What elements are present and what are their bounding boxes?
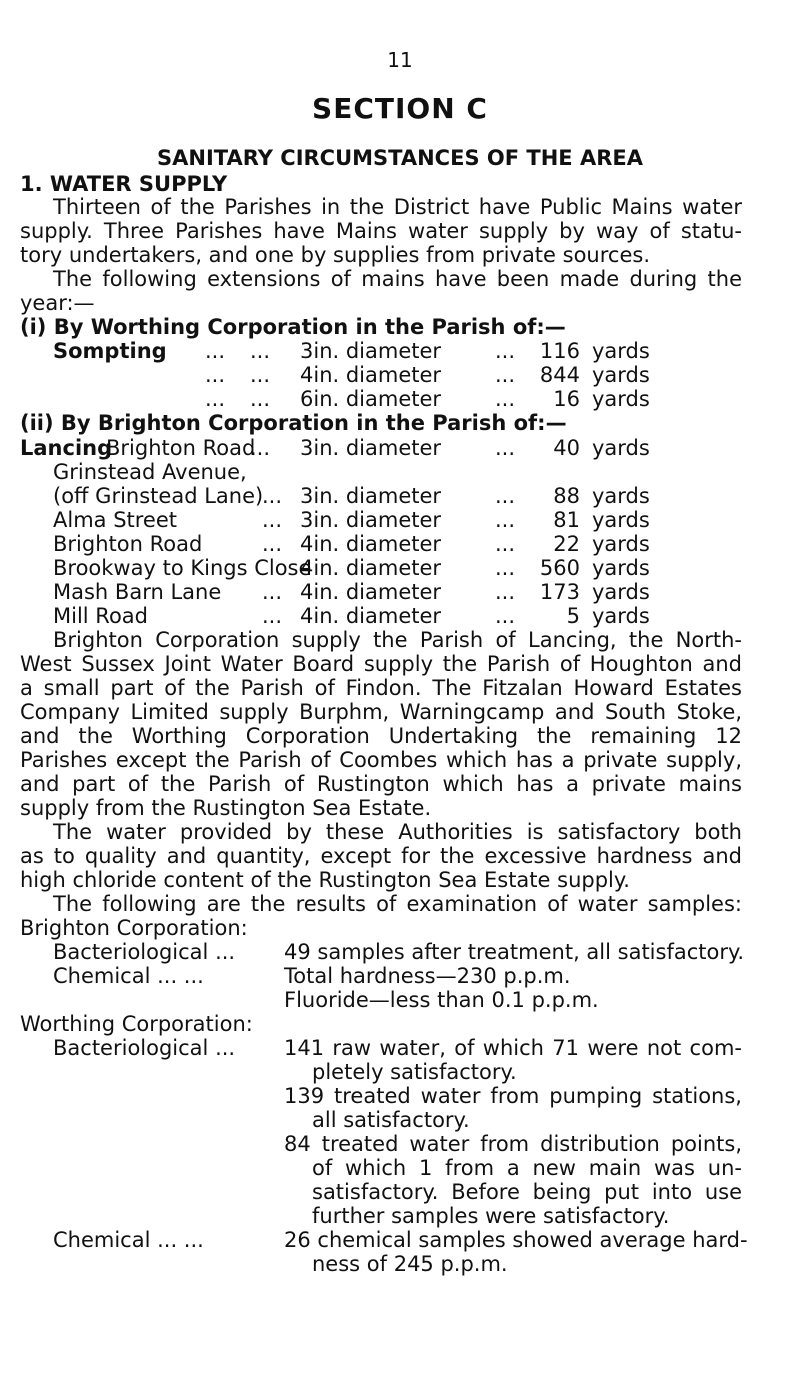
section-subheading: SANITARY CIRCUMSTANCES OF THE AREA	[157, 146, 643, 170]
leader-dots: ...	[495, 508, 516, 532]
table-row	[0, 436, 800, 460]
worthing-bact-results	[284, 1084, 742, 1108]
leader-dots: ...	[495, 556, 516, 580]
quality-paragraph	[53, 820, 742, 844]
location: (off Grinstead Lane)	[53, 484, 264, 508]
supply-paragraph-cont	[20, 652, 742, 820]
supply-line: and the Worthing Corporation Undertaking the remaining 12	[20, 724, 742, 748]
table-row	[0, 556, 800, 580]
table-row	[0, 508, 800, 532]
leader-dots: ...	[495, 339, 516, 363]
result-line: ness of 245 p.p.m.	[312, 1252, 508, 1276]
length-value: 173	[539, 580, 580, 604]
length-unit: yards	[592, 484, 650, 508]
pipe-size: 6in. diameter	[300, 387, 442, 411]
extensions-line: The following extensions of mains have been made during the	[53, 267, 742, 291]
table-row	[0, 339, 800, 363]
leader-dots: ...	[262, 484, 283, 508]
leader-dots: ...	[495, 604, 516, 628]
worthing-bact-results	[312, 1156, 742, 1228]
result-line: all satisfactory.	[312, 1108, 470, 1132]
length-unit: yards	[592, 339, 650, 363]
leader-dots: ...	[495, 387, 516, 411]
table-row	[0, 604, 800, 628]
result-line: satisfactory. Before being put into use	[312, 1180, 742, 1204]
pipe-size: 3in. diameter	[300, 508, 442, 532]
length-value: 40	[553, 436, 580, 460]
leader-dots: ...	[495, 436, 516, 460]
leader-dots: ...	[250, 387, 271, 411]
pipe-size: 3in. diameter	[300, 436, 442, 460]
worthing-bact-results	[284, 1132, 742, 1156]
pipe-size: 3in. diameter	[300, 484, 442, 508]
bacteriological-result: 49 samples after treatment, all satisfactory.	[284, 940, 745, 964]
worthing-chem-results	[284, 1228, 748, 1252]
result-line: 139 treated water from pumping stations,	[284, 1084, 742, 1108]
pipe-size: 4in. diameter	[300, 532, 442, 556]
location: Mash Barn Lane	[53, 580, 222, 604]
table-row	[0, 580, 800, 604]
supply-line: supply from the Rustington Sea Estate.	[20, 796, 432, 820]
intro-paragraph	[53, 195, 742, 219]
result-line: 141 raw water, of which 71 were not com-	[284, 1036, 742, 1060]
table-row	[0, 484, 800, 508]
intro-line: tory undertakers, and one by supplies from private sources.	[20, 243, 650, 267]
result-line: pletely satisfactory.	[312, 1060, 517, 1084]
length-unit: yards	[592, 580, 650, 604]
supply-paragraph	[53, 628, 742, 652]
result-line: of which 1 from a new main was un-	[312, 1156, 742, 1180]
extensions-paragraph	[53, 267, 742, 291]
leader-dots: ...	[250, 363, 271, 387]
brighton-heading: (ii) By Brighton Corporation in the Parish of:—	[20, 411, 567, 435]
location: Brighton Road	[106, 436, 256, 460]
length-value: 22	[553, 532, 580, 556]
water-supply-heading: 1. WATER SUPPLY	[20, 172, 228, 196]
length-value: 16	[553, 387, 580, 411]
brighton-corp-label: Brighton Corporation:	[20, 916, 248, 940]
intro-line: Thirteen of the Parishes in the District have Public Mains water	[53, 195, 742, 219]
leader-dots: ...	[250, 339, 271, 363]
chemical-label: Chemical ... ...	[53, 964, 204, 988]
result-line: 26 chemical samples showed average hard-	[284, 1228, 748, 1252]
chemical-label: Chemical ... ...	[53, 1228, 204, 1252]
length-unit: yards	[592, 363, 650, 387]
supply-line: and part of the Parish of Rustington which has a private mains	[20, 772, 742, 796]
results-line: The following are the results of examination of water samples:	[53, 892, 742, 916]
length-value: 88	[553, 484, 580, 508]
leader-dots: ...	[495, 532, 516, 556]
length-value: 5	[566, 604, 580, 628]
quality-line: high chloride content of the Rustington Sea Estate supply.	[20, 868, 630, 892]
leader-dots: ...	[205, 339, 226, 363]
location: Alma Street	[53, 508, 178, 532]
length-value: 844	[539, 363, 580, 387]
chemical-result: Total hardness—230 p.p.m.	[284, 964, 571, 988]
bacteriological-label: Bacteriological ...	[53, 1036, 236, 1060]
intro-paragraph-cont	[20, 219, 742, 267]
worthing-corp-label: Worthing Corporation:	[20, 1012, 253, 1036]
leader-dots: ...	[262, 508, 283, 532]
pipe-size: 4in. diameter	[300, 604, 442, 628]
quality-line: The water provided by these Authorities is satisfactory both	[53, 820, 742, 844]
table-row	[0, 460, 800, 484]
length-unit: yards	[592, 556, 650, 580]
worthing-bact-results	[284, 1036, 742, 1060]
leader-dots: ...	[262, 580, 283, 604]
brighton-parish: Lancing	[20, 436, 113, 460]
length-unit: yards	[592, 604, 650, 628]
result-line: further samples were satisfactory.	[312, 1204, 670, 1228]
length-unit: yards	[592, 436, 650, 460]
length-unit: yards	[592, 532, 650, 556]
length-unit: yards	[592, 508, 650, 532]
worthing-heading: (i) By Worthing Corporation in the Parish of:—	[20, 315, 566, 339]
leader-dots: ...	[250, 436, 271, 460]
supply-line: Brighton Corporation supply the Parish of Lancing, the North-	[53, 628, 742, 652]
leader-dots: ...	[262, 604, 283, 628]
pipe-size: 4in. diameter	[300, 556, 442, 580]
pipe-size: 3in. diameter	[300, 339, 442, 363]
supply-line: Company Limited supply Burphm, Warningcamp and South Stoke,	[20, 700, 742, 724]
leader-dots: ...	[262, 532, 283, 556]
location: Brookway to Kings Close	[53, 556, 312, 580]
supply-line: Parishes except the Parish of Coombes which has a private supply,	[20, 748, 742, 772]
extensions-line-year: year:—	[20, 291, 95, 315]
location: Mill Road	[53, 604, 148, 628]
leader-dots: ...	[205, 363, 226, 387]
quality-paragraph-cont	[20, 844, 742, 892]
leader-dots: ...	[495, 484, 516, 508]
results-paragraph	[53, 892, 742, 916]
leader-dots: ...	[495, 580, 516, 604]
location: Brighton Road	[53, 532, 203, 556]
supply-line: West Sussex Joint Water Board supply the Parish of Houghton and	[20, 652, 742, 676]
intro-line: supply. Three Parishes have Mains water supply by way of statu-	[20, 219, 742, 243]
leader-dots: ...	[205, 387, 226, 411]
length-value: 81	[553, 508, 580, 532]
pipe-size: 4in. diameter	[300, 363, 442, 387]
leader-dots: ...	[495, 363, 516, 387]
length-value: 560	[539, 556, 580, 580]
quality-line: as to quality and quantity, except for the excessive hardness and	[20, 844, 742, 868]
length-value: 116	[539, 339, 580, 363]
table-row	[0, 532, 800, 556]
section-heading: SECTION C	[312, 92, 488, 125]
table-row	[0, 387, 800, 411]
table-row	[0, 363, 800, 387]
chemical-result: Fluoride—less than 0.1 p.p.m.	[284, 988, 599, 1012]
pipe-size: 4in. diameter	[300, 580, 442, 604]
location: Grinstead Avenue,	[53, 460, 247, 484]
worthing-location: Sompting	[53, 339, 167, 363]
supply-line: a small part of the Parish of Findon. The Fitzalan Howard Estates	[20, 676, 742, 700]
result-line: 84 treated water from distribution points,	[284, 1132, 742, 1156]
page-number: 11	[387, 48, 413, 72]
length-unit: yards	[592, 387, 650, 411]
bacteriological-label: Bacteriological ...	[53, 940, 236, 964]
